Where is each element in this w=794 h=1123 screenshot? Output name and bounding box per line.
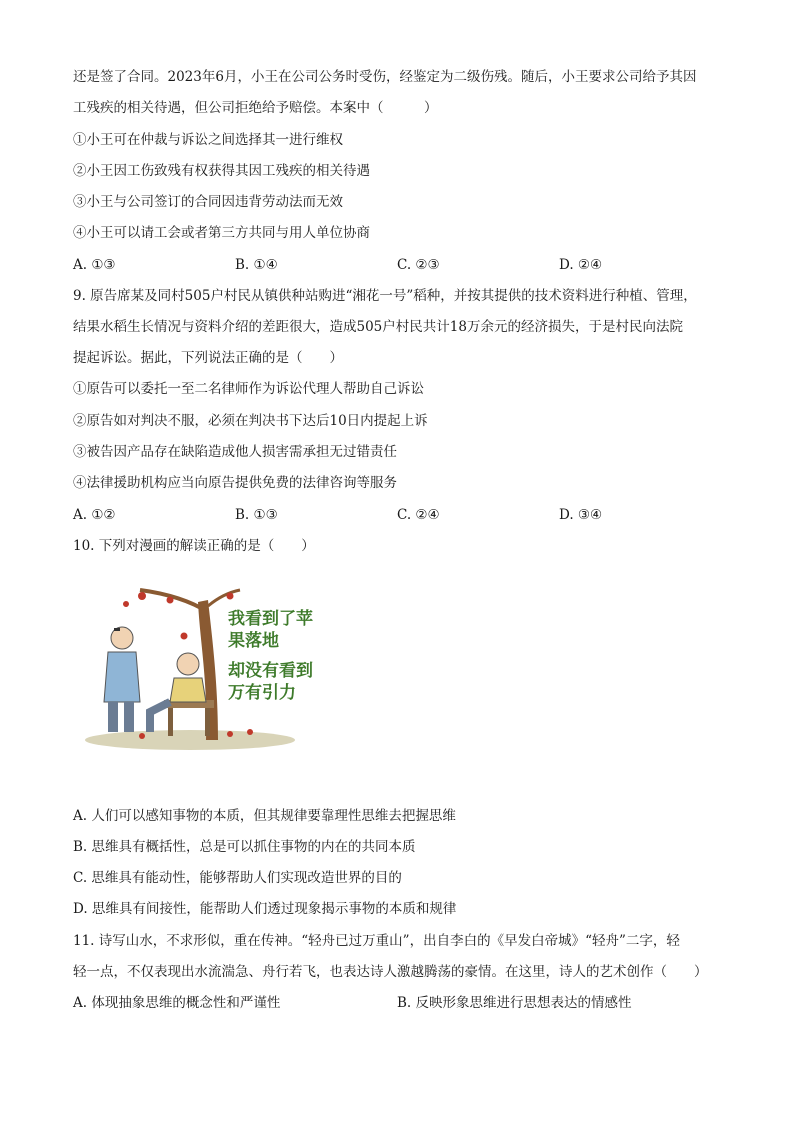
q11-stem-line1: 11. 诗写山水，不求形似，重在传神。“轻舟已过万重山”，出自李白的《早发白帝城》“轻舟”二字，轻 [73,933,680,949]
q9-option-a[interactable]: A. ①② [73,507,116,523]
q9-option-d[interactable]: D. ③④ [559,507,603,523]
q9-item-2: ②原告如对判决不服，必须在判决书下达后10日内提起上诉 [73,413,428,429]
q10-option-b[interactable]: B. 思维具有概括性，总是可以抓住事物的内在的共同本质 [73,839,416,855]
cartoon-caption-line2: 果落地 [228,631,279,651]
q8-item-3: ③小王与公司签订的合同因违背劳动法而无效 [73,194,343,210]
q10-stem: 10. 下列对漫画的解读正确的是（ ） [73,538,315,554]
q9-option-b[interactable]: B. ①③ [235,507,278,523]
q9-stem-line2: 结果水稻生长情况与资料介绍的差距很大，造成505户村民共计18万余元的经济损失，于是村民向法院 [73,319,683,335]
q8-stem-line1: 还是签了合同。2023年6月，小王在公司公务时受伤，经鉴定为二级伤残。随后，小王要求公司给予其因 [73,69,697,85]
q8-item-4: ④小王可以请工会或者第三方共同与用人单位协商 [73,225,370,241]
q9-stem-line1: 9. 原告席某及同村505户村民从镇供种站购进“湘花一号”稻种，并按其提供的技术资料进行种植、管理， [73,288,697,304]
q8-option-c[interactable]: C. ②③ [397,257,440,273]
cartoon-caption-line1: 我看到了苹 [228,609,313,629]
q11-option-b[interactable]: B. 反映形象思维进行思想表达的情感性 [397,995,632,1011]
q8-option-d[interactable]: D. ②④ [559,257,603,273]
q9-stem-line3: 提起诉讼。据此，下列说法正确的是（ ） [73,350,343,366]
q8-option-b[interactable]: B. ①④ [235,257,278,273]
q8-option-a[interactable]: A. ①③ [73,257,116,273]
q10-option-d[interactable]: D. 思维具有间接性，能帮助人们透过现象揭示事物的本质和规律 [73,901,457,917]
q11-stem-line2: 轻一点，不仅表现出水流湍急、舟行若飞，也表达诗人激越腾荡的豪情。在这里，诗人的艺术创作（ ） [73,964,708,980]
q8-item-1: ①小王可在仲裁与诉讼之间选择其一进行维权 [73,132,343,148]
q11-option-a[interactable]: A. 体现抽象思维的概念性和严谨性 [73,995,281,1011]
cartoon-caption-line4: 万有引力 [228,683,296,703]
q8-item-2: ②小王因工伤致残有权获得其因工残疾的相关待遇 [73,163,370,179]
q9-option-c[interactable]: C. ②④ [397,507,440,523]
q10-option-a[interactable]: A. 人们可以感知事物的本质，但其规律要靠理性思维去把握思维 [73,808,456,824]
q8-stem-line2: 工残疾的相关待遇，但公司拒绝给予赔偿。本案中（ ） [73,100,438,116]
q10-option-c[interactable]: C. 思维具有能动性，能够帮助人们实现改造世界的目的 [73,870,402,886]
q9-item-1: ①原告可以委托一至二名律师作为诉讼代理人帮助自己诉讼 [73,381,424,397]
cartoon-caption-line3: 却没有看到 [228,661,313,681]
q9-item-3: ③被告因产品存在缺陷造成他人损害需承担无过错责任 [73,444,397,460]
cartoon-image [80,582,330,752]
q9-item-4: ④法律援助机构应当向原告提供免费的法律咨询等服务 [73,475,397,491]
